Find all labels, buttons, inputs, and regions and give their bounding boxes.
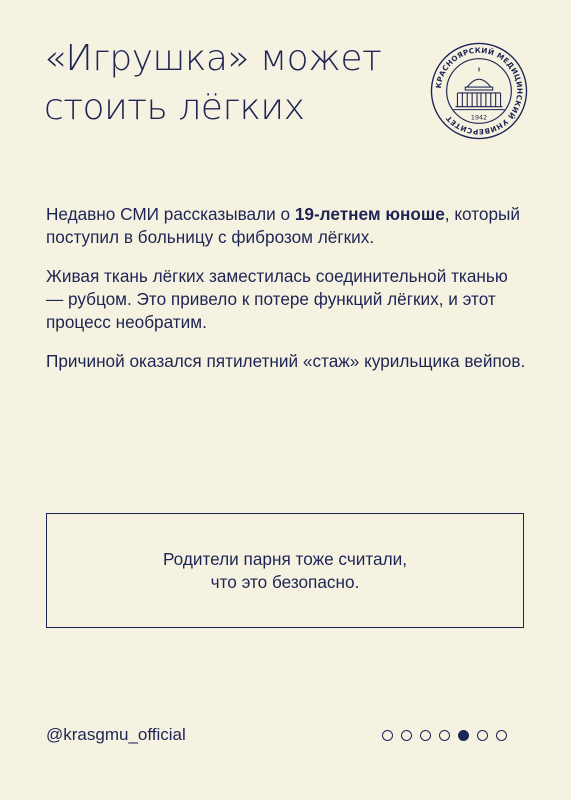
university-seal-logo bbox=[430, 42, 528, 140]
logo-year: 1942 bbox=[470, 113, 488, 122]
svg-text:КРАСНОЯРСКИЙ МЕДИЦИНСКИЙ УНИВЕ bbox=[434, 46, 524, 137]
social-handle: @krasgmu_official bbox=[46, 725, 186, 744]
logo-ring-text: КРАСНОЯРСКИЙ МЕДИЦИНСКИЙ УНИВЕРСИТЕТ bbox=[433, 45, 525, 137]
pagination-dot bbox=[420, 730, 431, 741]
pagination-dot bbox=[382, 730, 393, 741]
title-line-1: «Игрушка» может bbox=[44, 38, 382, 79]
callout-text bbox=[163, 548, 407, 594]
callout-line-2: что это безопасно. bbox=[210, 571, 360, 592]
callout-line-1: Родители парня тоже считали, bbox=[162, 548, 408, 569]
callout-box bbox=[46, 513, 524, 628]
pagination-dot-active bbox=[458, 730, 469, 741]
pagination-dots bbox=[382, 730, 507, 741]
pagination-dot bbox=[477, 730, 488, 741]
title-line-2: стоить лёгких bbox=[44, 87, 305, 128]
article-body bbox=[46, 203, 526, 389]
page-title bbox=[44, 34, 414, 132]
pagination-dot bbox=[401, 730, 412, 741]
pagination-dot bbox=[439, 730, 450, 741]
highlight-text: 19-летнем юноше bbox=[294, 204, 445, 224]
paragraph-1: Недавно СМИ рассказывали о 19-летнем юноше, который поступил в больницу с фиброзом лёгких. bbox=[46, 204, 520, 247]
paragraph-2: Живая ткань лёгких заместилась соединительной тканью — рубцом. Это привело к потере функций лёгких, и этот процесс необратим. bbox=[46, 266, 508, 332]
university-building-icon bbox=[454, 67, 505, 109]
pagination-dot bbox=[496, 730, 507, 741]
paragraph-3: Причиной оказался пятилетний «стаж» курильщика вейпов. bbox=[46, 351, 526, 371]
